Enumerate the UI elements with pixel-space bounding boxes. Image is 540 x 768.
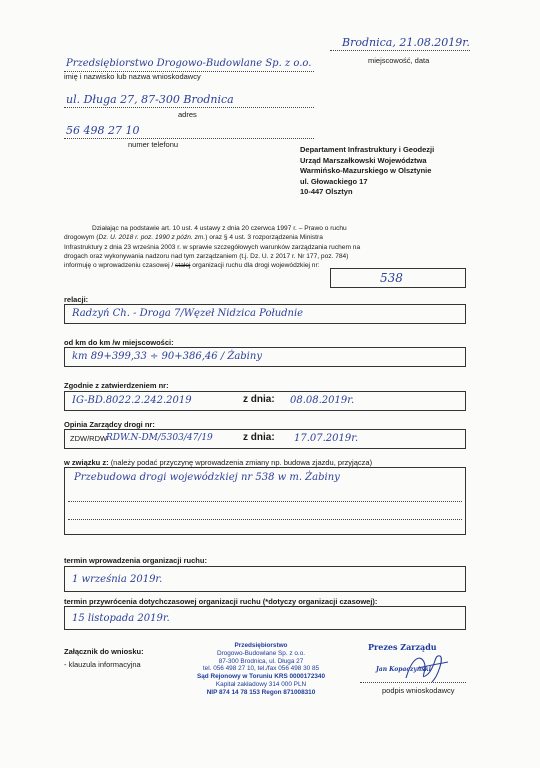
stamp-line-5: Sąd Rejonowy w Toruniu KRS 0000172340 xyxy=(196,673,326,681)
address-value: ul. Długa 27, 87-300 Brodnica xyxy=(66,93,234,106)
address-label: adres xyxy=(178,110,197,119)
body-line-1: Działając na podstawie art. 10 ust. 4 ustawy z dnia 20 czerwca 1997 r. – Prawo o ruchu xyxy=(92,225,347,232)
approval-date-value: 08.08.2019r. xyxy=(290,395,355,406)
attachment-item: - klauzula informacyjna xyxy=(64,660,141,669)
recipient-line-5: 10-447 Olsztyn xyxy=(300,187,353,196)
applicant-name-value: Przedsiębiorstwo Drogowo-Budowlane Sp. z o.o. xyxy=(66,58,312,69)
place-date-label: miejscowość, data xyxy=(368,56,430,65)
opinion-date-value: 17.07.2019r. xyxy=(294,433,359,444)
applicant-name-label: imię i nazwisko lub nazwa wnioskodawcy xyxy=(64,72,201,81)
start-value: 1 września 2019r. xyxy=(72,574,163,585)
signature-line xyxy=(360,682,466,683)
body-line-5-struck: stałej xyxy=(175,262,191,270)
stamp-line-4: tel. 056 498 27 10, tel./fax 056 498 30 85 xyxy=(202,665,320,673)
reason-line-2 xyxy=(68,501,462,502)
body-line-2 xyxy=(64,233,466,242)
reason-value: Przebudowa drogi wojewódzkiej nr 538 w m. Żabiny xyxy=(74,472,340,483)
phone-line xyxy=(64,138,314,139)
opinion-value: RDW.N-DM/5303/47/19 xyxy=(106,433,213,443)
recipient-block xyxy=(300,145,434,198)
president-name: Jan Kopaczyński xyxy=(376,666,432,673)
president-title: Prezes Zarządu xyxy=(368,642,437,652)
body-line-2a: drogowym ( xyxy=(64,234,99,242)
place-date-value: Brodnica, 21.08.2019r. xyxy=(342,36,470,49)
opinion-label: Opinia Zarządcy drogi nr: xyxy=(64,420,155,429)
approval-date-label: z dnia: xyxy=(243,394,275,405)
place-date-line xyxy=(330,50,470,51)
body-line-5c: organizacji ruchu dla drogi wojewódzkiej nr: xyxy=(190,262,320,270)
km-value: km 89+399,33 ÷ 90+386,46 / Żabiny xyxy=(72,351,262,362)
body-line-5a: informuję o wprowadzeniu czasowej / xyxy=(64,262,176,270)
company-stamp xyxy=(176,642,346,697)
km-label: od km do km /w miejscowości: xyxy=(64,338,174,347)
relacji-value: Radzyń Ch. - Droga 7/Węzeł Nidzica Południe xyxy=(72,308,304,319)
road-number-value: 538 xyxy=(380,271,403,285)
reason-line-3 xyxy=(68,519,462,520)
signature-label: podpis wnioskodawcy xyxy=(382,686,455,695)
body-line-3: Infrastruktury z dnia 23 września 2003 r. w sprawie szczegółowych warunków zarządzania ruchem na xyxy=(64,243,361,251)
stamp-line-1: Przedsiębiorstwo xyxy=(234,642,288,649)
restore-value: 15 listopada 2019r. xyxy=(72,613,170,624)
address-line xyxy=(64,107,314,108)
stamp-line-7: NIP 874 14 78 153 Regon 871008310 xyxy=(206,688,316,696)
phone-value: 56 498 27 10 xyxy=(66,124,140,137)
recipient-line-2: Urząd Marszałkowski Województwa xyxy=(300,155,427,165)
restore-label: termin przywrócenia dotychczasowej organizacji ruchu (*dotyczy organizacji czasowej): xyxy=(64,597,378,606)
reason-label-row xyxy=(64,458,372,467)
start-label: termin wprowadzenia organizacji ruchu: xyxy=(64,556,207,565)
opinion-prefix: ZDW/RDW xyxy=(70,434,108,443)
stamp-line-3: 87-300 Brodnica, ul. Długa 27 xyxy=(218,657,304,665)
recipient-line-1: Departament Infrastruktury i Geodezji xyxy=(300,145,435,154)
stamp-line-2: Drogowo-Budowlane Sp. z o.o. xyxy=(216,649,306,657)
attachment-label: Załącznik do wniosku: xyxy=(64,647,144,656)
reason-hint: (należy podać przyczynę wprowadzenia zmiany np. budowa zjazdu, przyjącza) xyxy=(110,458,373,467)
relacji-label: relacji: xyxy=(64,295,89,304)
recipient-line-3: Warmińsko-Mazurskiego w Olsztynie xyxy=(300,166,432,175)
body-line-2-citation: Dz. U. 2018 r. poz. 1990 z późn. zm. xyxy=(98,234,206,242)
approval-value: IG-BD.8022.2.242.2019 xyxy=(72,395,192,406)
approval-label: Zgodnie z zatwierdzeniem nr: xyxy=(64,381,169,390)
stamp-line-6: Kapitał zakładowy 314 000 PLN xyxy=(215,680,307,688)
reason-label: w związku z: xyxy=(64,458,109,467)
body-line-4: drogach oraz wykonywania nadzoru nad tym zarządzaniem (t.j. Dz. U. z 2017 r. Nr 177, poz. 784) xyxy=(64,252,349,260)
opinion-date-label: z dnia: xyxy=(243,432,275,443)
legal-basis-paragraph xyxy=(64,224,466,270)
body-line-2c: ) oraz § 4 ust. 3 rozporządzenia Ministra xyxy=(205,234,323,242)
phone-label: numer telefonu xyxy=(128,140,179,149)
recipient-line-4: ul. Głowackiego 17 xyxy=(300,176,368,186)
